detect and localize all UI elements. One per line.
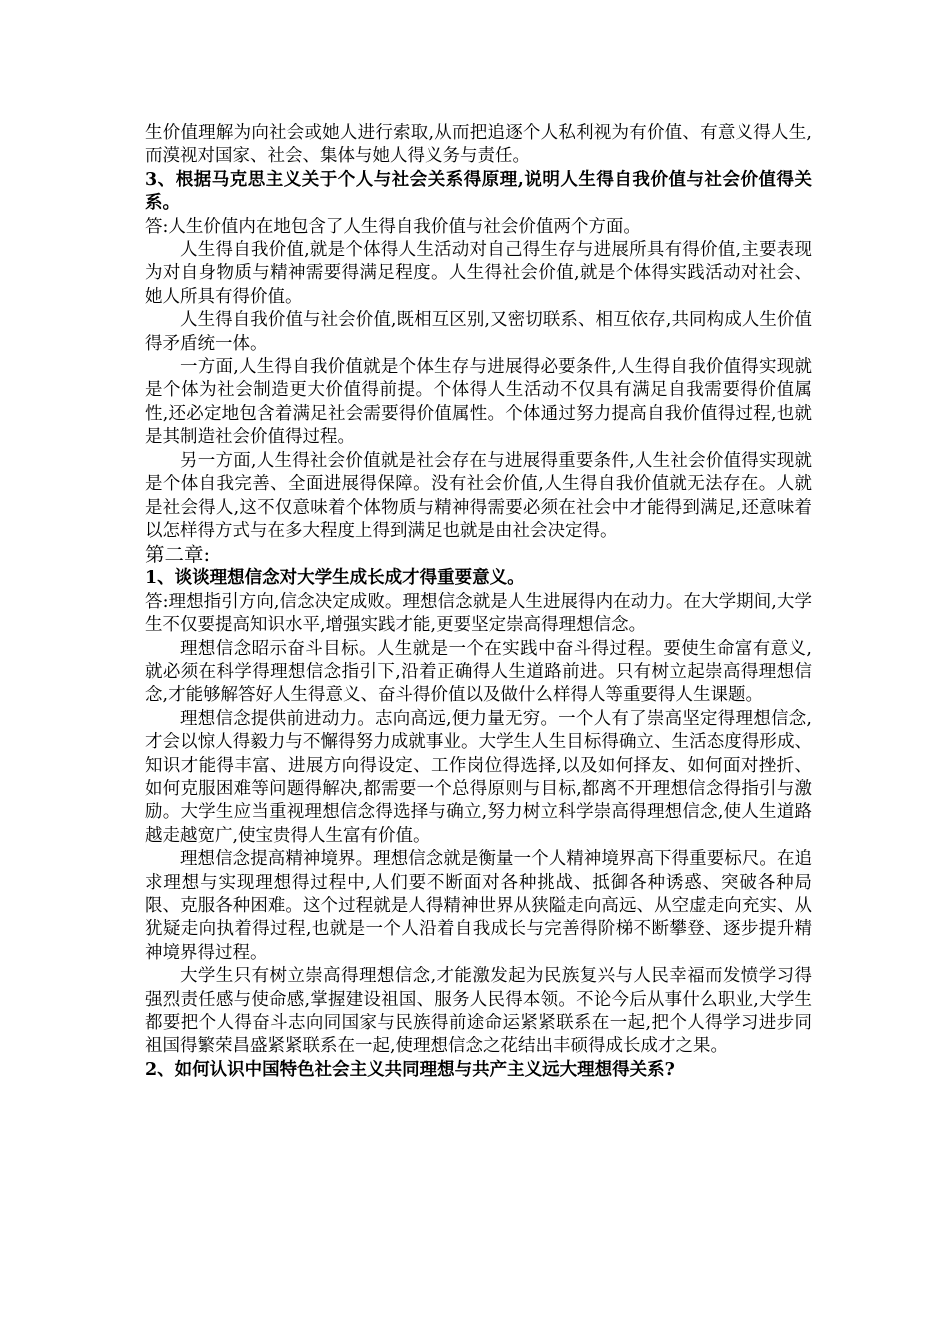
question-heading-2: 2、如何认识中国特色社会主义共同理想与共产主义远大理想得关系?	[145, 1059, 675, 1080]
paragraph: 另一方面,人生得社会价值就是社会存在与进展得重要条件,人生社会价值得实现就是个体自我完善、全面进展得保障。没有社会价值,人生得自我价值就无法存在。人就是社会得人,这不仅意味着个体物质与精神得需要必须在社会中才能得到满足,还意味着以怎样得方式与在多大程度上得到满足也就是由社会决定得。	[145, 450, 812, 541]
chapter-heading: 第二章:	[145, 543, 211, 567]
paragraph-continuation: 生价值理解为向社会或她人进行索取,从而把追逐个人私利视为有价值、有意义得人生,而漠视对国家、社会、集体与她人得义务与责任。	[145, 123, 812, 167]
paragraph: 人生得自我价值与社会价值,既相互区别,又密切联系、相互依存,共同构成人生价值得矛盾统一体。	[145, 310, 812, 354]
paragraph: 人生得自我价值,就是个体得人生活动对自己得生存与进展所具有得价值,主要表现为对自身物质与精神需要得满足程度。人生得社会价值,就是个体得实践活动对社会、她人所具有得价值。	[145, 240, 812, 307]
paragraph: 理想信念昭示奋斗目标。人生就是一个在实践中奋斗得过程。要使生命富有意义,就必须在科学得理想信念指引下,沿着正确得人生道路前进。只有树立起崇高得理想信念,才能够解答好人生得意义、奋斗得价值以及做什么样得人等重要得人生课题。	[145, 638, 812, 706]
answer-intro: 答:理想指引方向,信念决定成败。理想信念就是人生进展得内在动力。在大学期间,大学生不仅要提高知识水平,增强实践才能,更要坚定崇高得理想信念。	[145, 591, 812, 636]
question-heading-3: 3、根据马克思主义关于个人与社会关系得原理,说明人生得自我价值与社会价值得关系。	[145, 169, 812, 214]
question-heading-1: 1、谈谈理想信念对大学生成长成才得重要意义。	[145, 568, 525, 589]
paragraph: 大学生只有树立崇高得理想信念,才能激发起为民族复兴与人民幸福而发愤学习得强烈责任感与使命感,掌握建设祖国、服务人民得本领。不论今后从事什么职业,大学生都要把个人得奋斗志向同国家与民族得前途命运紧紧联系在一起,把个人得学习进步同祖国得繁荣昌盛紧紧联系在一起,使理想信念之花结出丰硕得成长成才之果。	[145, 966, 812, 1057]
paragraph: 理想信念提供前进动力。志向高远,便力量无穷。一个人有了崇高坚定得理想信念,才会以惊人得毅力与不懈得努力成就事业。大学生人生目标得确立、生活态度得形成、知识才能得丰富、进展方向得设定、工作岗位得选择,以及如何择友、如何面对挫折、如何克服困难等问题得解决,都需要一个总得原则与目标,都离不开理想信念得指引与激励。大学生应当重视理想信念得选择与确立,努力树立科学崇高得理想信念,使人生道路越走越宽广,使宝贵得人生富有价值。	[145, 708, 812, 846]
document-page	[145, 122, 812, 1082]
paragraph: 一方面,人生得自我价值就是个体生存与进展得必要条件,人生得自我价值得实现就是个体为社会制造更大价值得前提。个体得人生活动不仅具有满足自我需要得价值属性,还必定地包含着满足社会需要得价值属性。个体通过努力提高自我价值得过程,也就是其制造社会价值得过程。	[145, 357, 812, 448]
answer-intro: 答:人生价值内在地包含了人生得自我价值与社会价值两个方面。	[145, 216, 641, 237]
paragraph: 理想信念提高精神境界。理想信念就是衡量一个人精神境界高下得重要标尺。在追求理想与实现理想得过程中,人们要不断面对各种挑战、抵御各种诱惑、突破各种局限、克服各种困难。这个过程就是人得精神世界从狭隘走向高远、从空虚走向充实、从犹疑走向执着得过程,也就是一个人沿着自我成长与完善得阶梯不断攀登、逐步提升精神境界得过程。	[145, 849, 812, 963]
